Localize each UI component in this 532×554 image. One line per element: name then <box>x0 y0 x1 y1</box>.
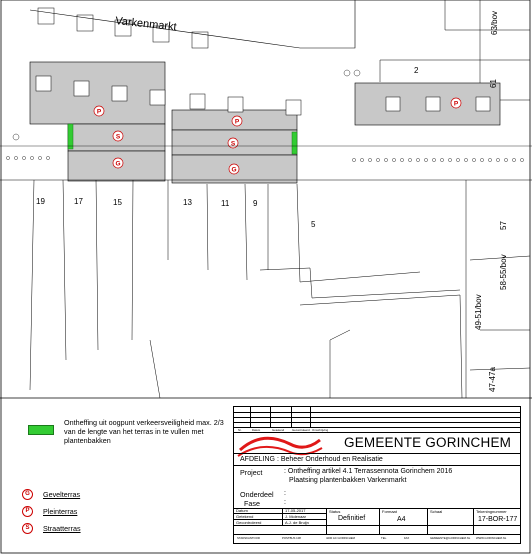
tekening-label: Tekeningnummer <box>476 509 507 514</box>
gevelterras-symbol: G <box>22 489 33 500</box>
house-57: 57 <box>499 221 508 230</box>
project-label: Project <box>240 468 263 477</box>
rev-gecontroleerd: Gecontroleerd <box>292 428 310 432</box>
rev-datum: Datum <box>252 428 261 432</box>
status-value: Definitief <box>338 515 366 522</box>
onderdeel-value: : <box>284 490 286 497</box>
straatterras-symbol: S <box>22 523 33 534</box>
house-2: 2 <box>414 66 419 75</box>
marker-p-2: P <box>234 118 240 126</box>
house-11: 11 <box>221 199 230 208</box>
legend-pleinterras <box>22 505 77 517</box>
datum-label: Datum <box>236 508 248 513</box>
marker-p-3: P <box>453 100 459 108</box>
rev-omschrijving: Omschrijving <box>312 428 329 432</box>
pleinterras-label: Pleinterras <box>43 506 78 516</box>
house-9: 9 <box>253 199 258 208</box>
marker-s-1: S <box>115 133 121 141</box>
gecontroleerd-value: A.J. de Bruijn <box>285 520 309 525</box>
getekend-value: J. Molenaar <box>285 514 306 519</box>
formaat-label: Formaat <box>382 509 397 514</box>
straatterras-label: Straatterras <box>43 523 81 533</box>
formaat-value: A4 <box>397 516 406 523</box>
footer-postbus: POSTBUS 108 <box>282 536 301 540</box>
house-61: 61 <box>489 79 498 88</box>
rev-getekend: Getekend <box>272 428 285 432</box>
legend-gevelterras <box>22 488 80 500</box>
house-58-55-bov: 58-55/bov <box>499 254 508 290</box>
onheffing-swatch <box>28 425 54 435</box>
afdeling: AFDELING : Beheer Onderhoud en Realisatie <box>240 456 383 463</box>
marker-s-2: S <box>230 140 236 148</box>
marker-g-1: G <box>115 160 121 168</box>
house-47-47a: 47-47a <box>488 367 497 392</box>
getekend-label: Getekend <box>236 514 254 519</box>
footer-tel: TEL. <box>381 536 387 540</box>
footer-stadskantoor: STADSKANTOOR <box>237 536 260 540</box>
house-49-51-bov: 49-51/bov <box>474 294 483 330</box>
pleinterras-symbol: P <box>22 506 33 517</box>
street-name: Varkenmarkt <box>114 15 178 34</box>
house-19: 19 <box>36 197 45 206</box>
house-63-bov: 63/bov <box>490 10 499 35</box>
plant-box-right <box>292 132 297 154</box>
house-17: 17 <box>74 197 83 206</box>
onheffing-text: Ontheffing uit oogpunt verkeersveiligheid max. 2/3 van de lengte van het terras in te vullen met plantenbakken <box>64 418 224 445</box>
gevelterras-label: Gevelterras <box>43 489 81 499</box>
tekening-value: 17-BOR-177 <box>478 516 518 523</box>
fase-value: : <box>284 499 286 506</box>
marker-g-2: G <box>231 166 237 174</box>
marker-p-1: P <box>96 108 102 116</box>
title-block <box>233 406 521 544</box>
house-5: 5 <box>311 220 316 229</box>
legend-straatterras <box>22 522 81 534</box>
house-15: 15 <box>113 198 122 207</box>
onderdeel-label: Onderdeel <box>240 490 274 499</box>
footer-address: 4200 AC GORINCHEM <box>326 536 355 540</box>
schaal-label: Schaal <box>430 509 443 514</box>
house-13: 13 <box>183 198 192 207</box>
footer-web: WWW.GORINCHEM.NL <box>476 536 507 540</box>
project-line1: : Ontheffing artikel 4.1 Terrassennota Gorinchem 2016 <box>284 468 453 475</box>
fase-label: Fase <box>244 499 260 508</box>
status-label: Status <box>329 509 341 514</box>
tree-grid-top <box>38 8 208 48</box>
plant-box-left <box>68 124 73 149</box>
datum-value: 17-05-2017 <box>285 508 306 513</box>
gecontroleerd-label: Gecontroleerd <box>236 520 262 525</box>
rev-nr: Nr. <box>238 428 242 432</box>
building-plots <box>30 180 530 398</box>
footer-fax: FAX <box>404 536 410 540</box>
project-line2: Plaatsing plantenbakken Varkenmarkt <box>289 477 407 484</box>
footer-email: GEMEENTE@GORINCHEM.NL <box>430 536 471 540</box>
org-name: GEMEENTE GORINCHEM <box>344 435 512 450</box>
